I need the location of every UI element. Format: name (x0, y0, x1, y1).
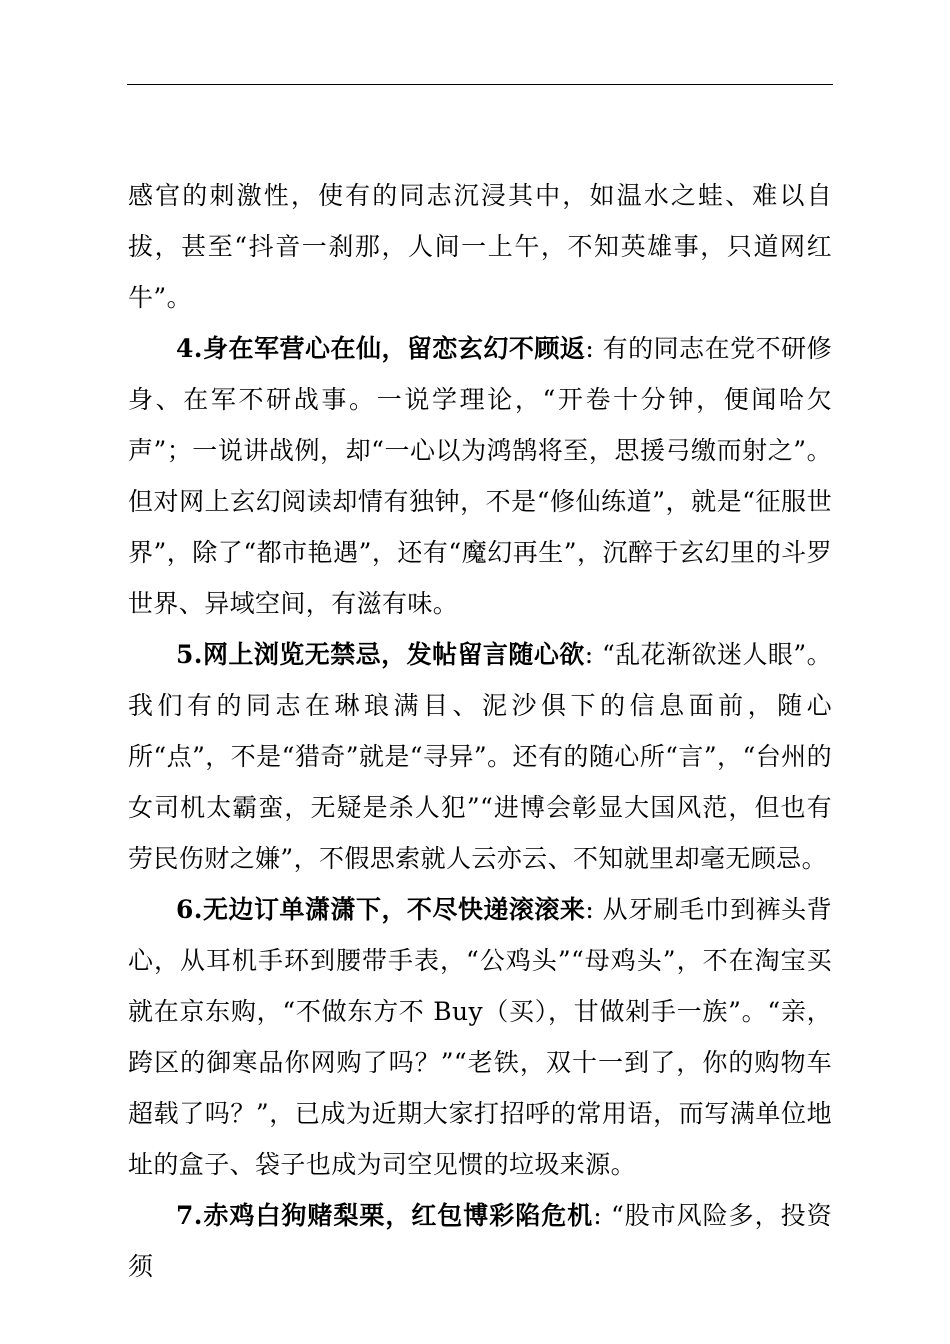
document-body (128, 170, 832, 1292)
paragraph-3 (128, 629, 832, 884)
paragraph-3-heading: 5.网上浏览无禁忌，发帖留言随心欲 (176, 640, 585, 669)
header-rule (127, 84, 833, 85)
paragraph-3-text: : “乱花渐欲迷人眼”。我们有的同志在琳琅满目、泥沙俱下的信息面前，随心所“点”，不是“猎奇”就是“寻异”。还有的随心所“言”，“台州的女司机太霸蛮，无疑是杀人犯”“进博会彰显大国风范，但也有劳民伤财之嫌”，不假思索就人云亦云、不知就里却毫无顾忌。 (128, 640, 833, 873)
paragraph-1 (128, 170, 832, 323)
paragraph-1-text: 感官的刺激性，使有的同志沉浸其中，如温水之蛙、难以自拔，甚至“抖音一刹那，人间一上午，不知英雄事，只道网红牛”。 (128, 181, 832, 312)
paragraph-5-heading: 7.赤鸡白狗赌梨栗，红包博彩陷危机 (176, 1201, 594, 1230)
paragraph-2-text: : 有的同志在党不研修身、在军不研战事。一说学理论，“开卷十分钟，便闻哈欠声”；一说讲战例，却“一心以为鸿鹄将至，思援弓缴而射之”。但对网上玄幻阅读却情有独钟，不是“修仙练道”，就是“征服世界”，除了“都市艳遇”，还有“魔幻再生”，沉醉于玄幻里的斗罗世界、异域空间，有滋有味。 (128, 334, 832, 618)
paragraph-4-heading: 6.无边订单潇潇下，不尽快递滚滚来 (176, 895, 586, 924)
paragraph-5 (128, 1190, 832, 1292)
paragraph-2-heading: 4.身在军营心在仙，留恋玄幻不顾返 (176, 334, 586, 363)
paragraph-2 (128, 323, 832, 629)
paragraph-5-text: : “股市风险多，投资须 (128, 1201, 832, 1281)
paragraph-4-text: : 从牙刷毛巾到裤头背心，从耳机手环到腰带手表，“公鸡头”“母鸡头”，不在淘宝买就在京东购，“不做东方不 Buy（买），甘做剁手一族”。“亲，跨区的御寒品你网购了吗？”“老铁，双十一到了，你的购物车超载了吗？”，已成为近期大家打招呼的常用语，而写满单位地址的盒子、袋子也成为司空见惯的垃圾来源。 (128, 895, 832, 1179)
paragraph-4 (128, 884, 832, 1190)
